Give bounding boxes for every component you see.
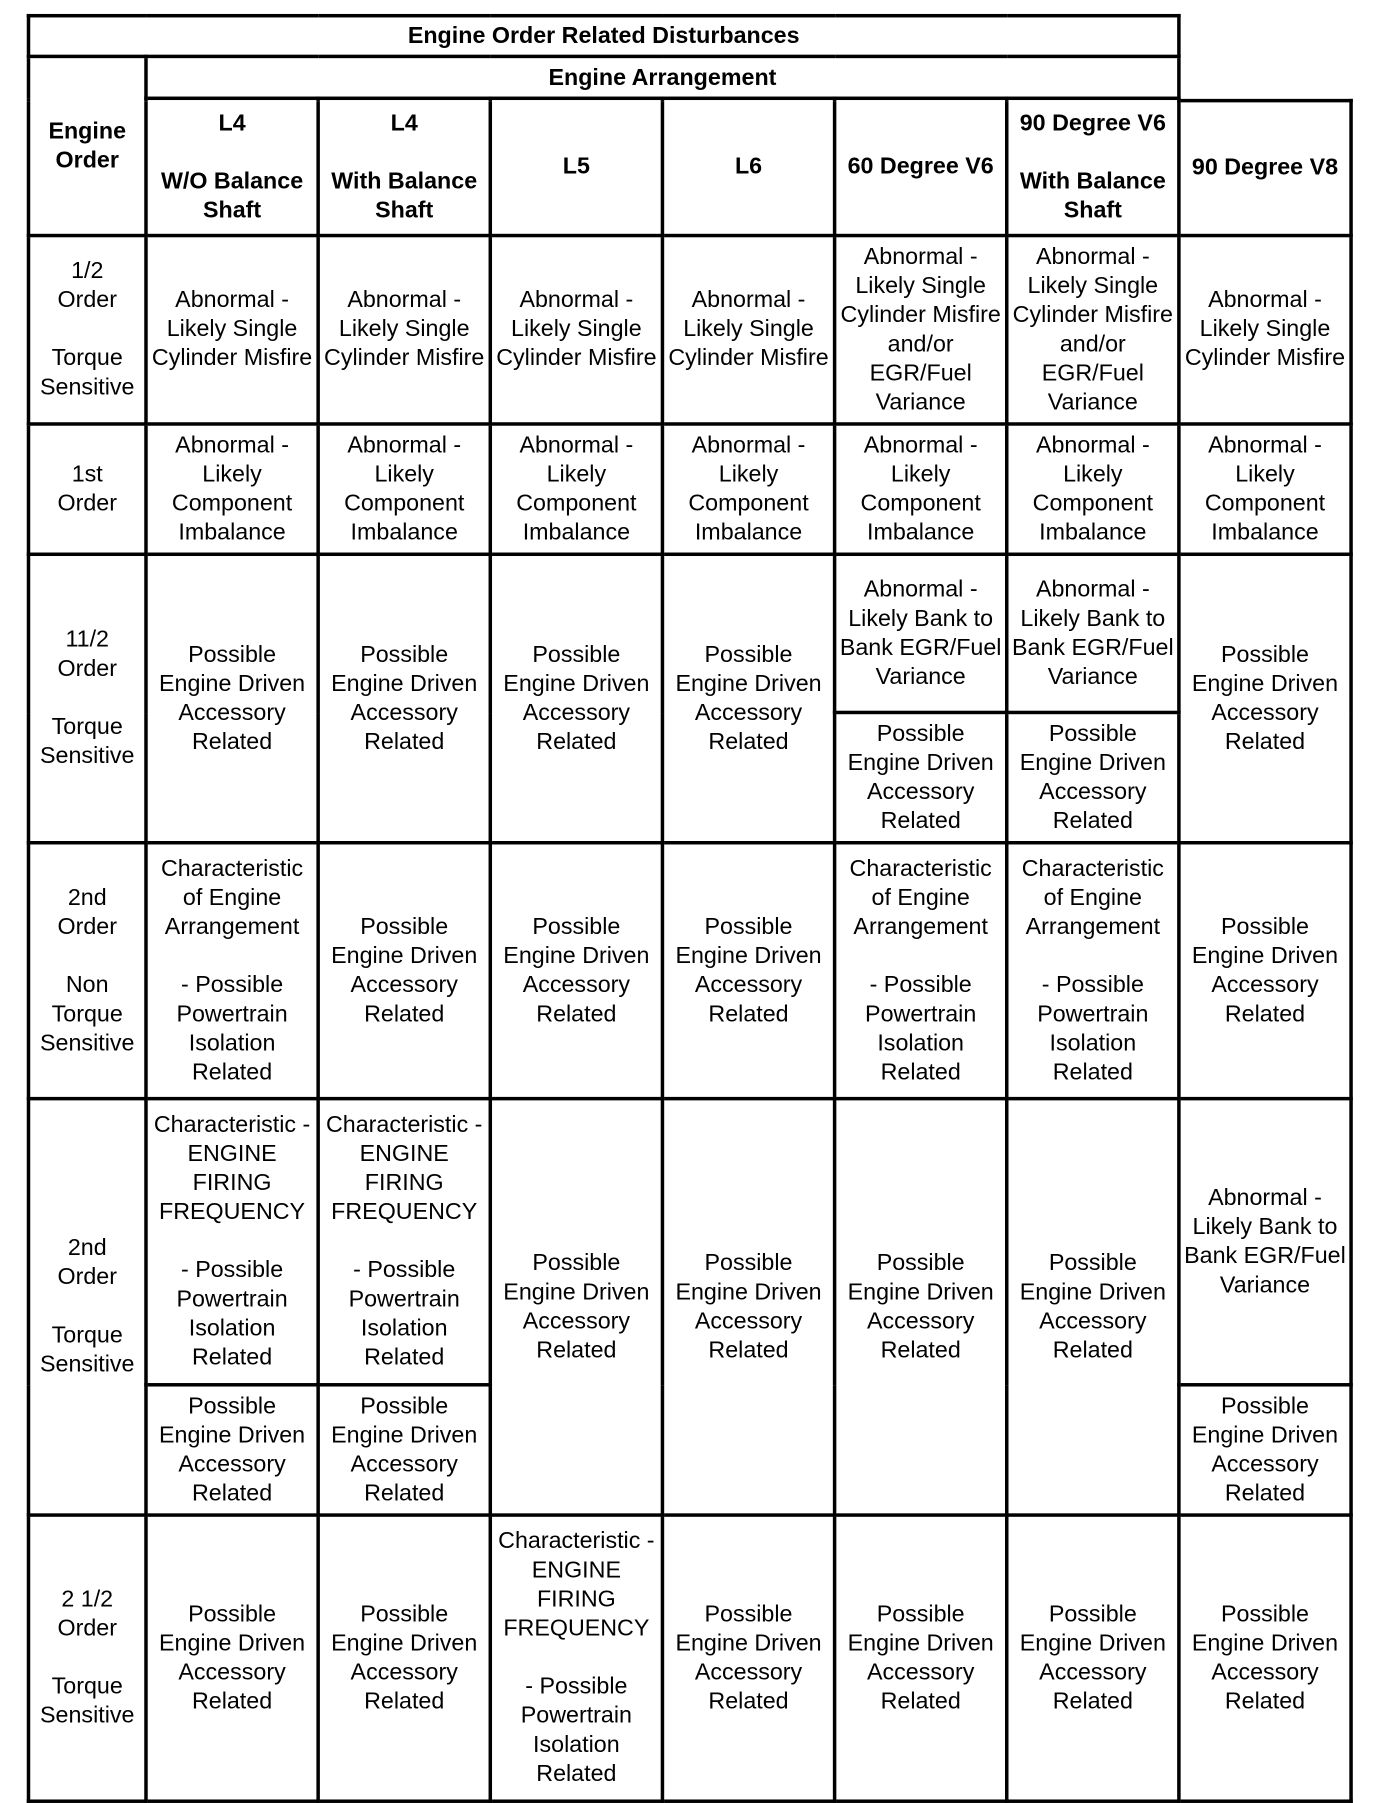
table-cell: Characteristic - ENGINE FIRING FREQUENCY - Possible Powertrain Isolation Related	[318, 1099, 490, 1385]
table-cell: Abnormal - Likely Single Cylinder Misfire and/or EGR/Fuel Variance	[1007, 236, 1179, 424]
table-cell: Possible Engine Driven Accessory Related	[1007, 712, 1179, 842]
row-label-1st-order: 1st Order	[28, 424, 145, 554]
table-cell: Abnormal - Likely Component Imbalance	[146, 424, 318, 554]
table-title: Engine Order Related Disturbances	[28, 16, 1178, 57]
engine-order-header: Engine Order	[28, 56, 145, 235]
table-cell: Abnormal - Likely Single Cylinder Misfire	[1179, 236, 1351, 424]
table-cell: Abnormal - Likely Component Imbalance	[662, 424, 834, 554]
table-cell: Possible Engine Driven Accessory Related	[1179, 1515, 1351, 1801]
col-header-60-v6: 60 Degree V6	[835, 98, 1007, 235]
col-header-l4-no-balance: L4 W/O Balance Shaft	[146, 98, 318, 235]
table-cell: Characteristic of Engine Arrangement - Possible Powertrain Isolation Related	[146, 843, 318, 1099]
table-cell: Possible Engine Driven Accessory Related	[1007, 1099, 1179, 1515]
table-cell: Abnormal - Likely Single Cylinder Misfire	[146, 236, 318, 424]
row-label-2nd-order-torque: 2nd Order Torque Sensitive	[28, 1099, 145, 1515]
table-cell: Possible Engine Driven Accessory Related	[146, 1515, 318, 1801]
table-cell: Abnormal - Likely Component Imbalance	[1007, 424, 1179, 554]
table-cell: Possible Engine Driven Accessory Related	[835, 1515, 1007, 1801]
table-cell: Possible Engine Driven Accessory Related	[662, 554, 834, 842]
table-cell: Abnormal - Likely Component Imbalance	[490, 424, 662, 554]
table-cell: Possible Engine Driven Accessory Related	[1179, 554, 1351, 842]
table-cell: Abnormal - Likely Component Imbalance	[318, 424, 490, 554]
col-header-l5: L5	[490, 98, 662, 235]
table-cell: Possible Engine Driven Accessory Related	[1179, 1385, 1351, 1515]
table-cell: Possible Engine Driven Accessory Related	[318, 1515, 490, 1801]
table-cell: Abnormal - Likely Component Imbalance	[835, 424, 1007, 554]
table-cell: Possible Engine Driven Accessory Related	[835, 1099, 1007, 1515]
engine-order-table	[27, 14, 1353, 1803]
table-cell: Possible Engine Driven Accessory Related	[835, 712, 1007, 842]
table-cell: Possible Engine Driven Accessory Related	[1179, 843, 1351, 1099]
table-cell: Possible Engine Driven Accessory Related	[490, 554, 662, 842]
col-header-90-v6: 90 Degree V6 With Balance Shaft	[1007, 98, 1179, 235]
table-cell: Possible Engine Driven Accessory Related	[662, 1099, 834, 1515]
row-label-2-5-order: 2 1/2 Order Torque Sensitive	[28, 1515, 145, 1801]
table-cell: Possible Engine Driven Accessory Related	[146, 1385, 318, 1515]
table-cell: Characteristic - ENGINE FIRING FREQUENCY - Possible Powertrain Isolation Related	[146, 1099, 318, 1385]
table-cell: Possible Engine Driven Accessory Related	[1007, 1515, 1179, 1801]
table-cell: Possible Engine Driven Accessory Related	[146, 554, 318, 842]
table-cell: Possible Engine Driven Accessory Related	[662, 1515, 834, 1801]
table-cell: Abnormal - Likely Single Cylinder Misfire	[662, 236, 834, 424]
table-cell: Abnormal - Likely Single Cylinder Misfire and/or EGR/Fuel Variance	[835, 236, 1007, 424]
col-header-l4-balance: L4 With Balance Shaft	[318, 98, 490, 235]
empty-corner	[1179, 16, 1351, 57]
table-cell: Abnormal - Likely Bank to Bank EGR/Fuel Variance	[835, 554, 1007, 712]
table-cell: Possible Engine Driven Accessory Related	[318, 554, 490, 842]
col-header-90-v8: 90 Degree V8	[1179, 101, 1351, 236]
empty-corner-2	[1179, 56, 1351, 98]
table-cell: Characteristic of Engine Arrangement - Possible Powertrain Isolation Related	[1007, 843, 1179, 1099]
table-cell: Possible Engine Driven Accessory Related	[662, 843, 834, 1099]
table-cell: Possible Engine Driven Accessory Related	[490, 1099, 662, 1515]
table-cell: Abnormal - Likely Bank to Bank EGR/Fuel Variance	[1179, 1099, 1351, 1385]
table-cell: Abnormal - Likely Bank to Bank EGR/Fuel Variance	[1007, 554, 1179, 712]
table-cell: Possible Engine Driven Accessory Related	[490, 843, 662, 1099]
table-cell: Possible Engine Driven Accessory Related	[318, 1385, 490, 1515]
row-label-2nd-order-non-torque: 2nd Order Non Torque Sensitive	[28, 843, 145, 1099]
row-label-half-order: 1/2 Order Torque Sensitive	[28, 236, 145, 424]
table-cell: Abnormal - Likely Single Cylinder Misfire	[318, 236, 490, 424]
table-cell: Abnormal - Likely Component Imbalance	[1179, 424, 1351, 554]
engine-arrangement-header: Engine Arrangement	[146, 56, 1179, 98]
table-cell: Possible Engine Driven Accessory Related	[318, 843, 490, 1099]
row-label-1-5-order: 11/2 Order Torque Sensitive	[28, 554, 145, 842]
table-cell: Characteristic of Engine Arrangement - Possible Powertrain Isolation Related	[835, 843, 1007, 1099]
col-header-l6: L6	[662, 98, 834, 235]
table-cell: Characteristic - ENGINE FIRING FREQUENCY - Possible Powertrain Isolation Related	[490, 1515, 662, 1801]
table-cell: Abnormal - Likely Single Cylinder Misfire	[490, 236, 662, 424]
